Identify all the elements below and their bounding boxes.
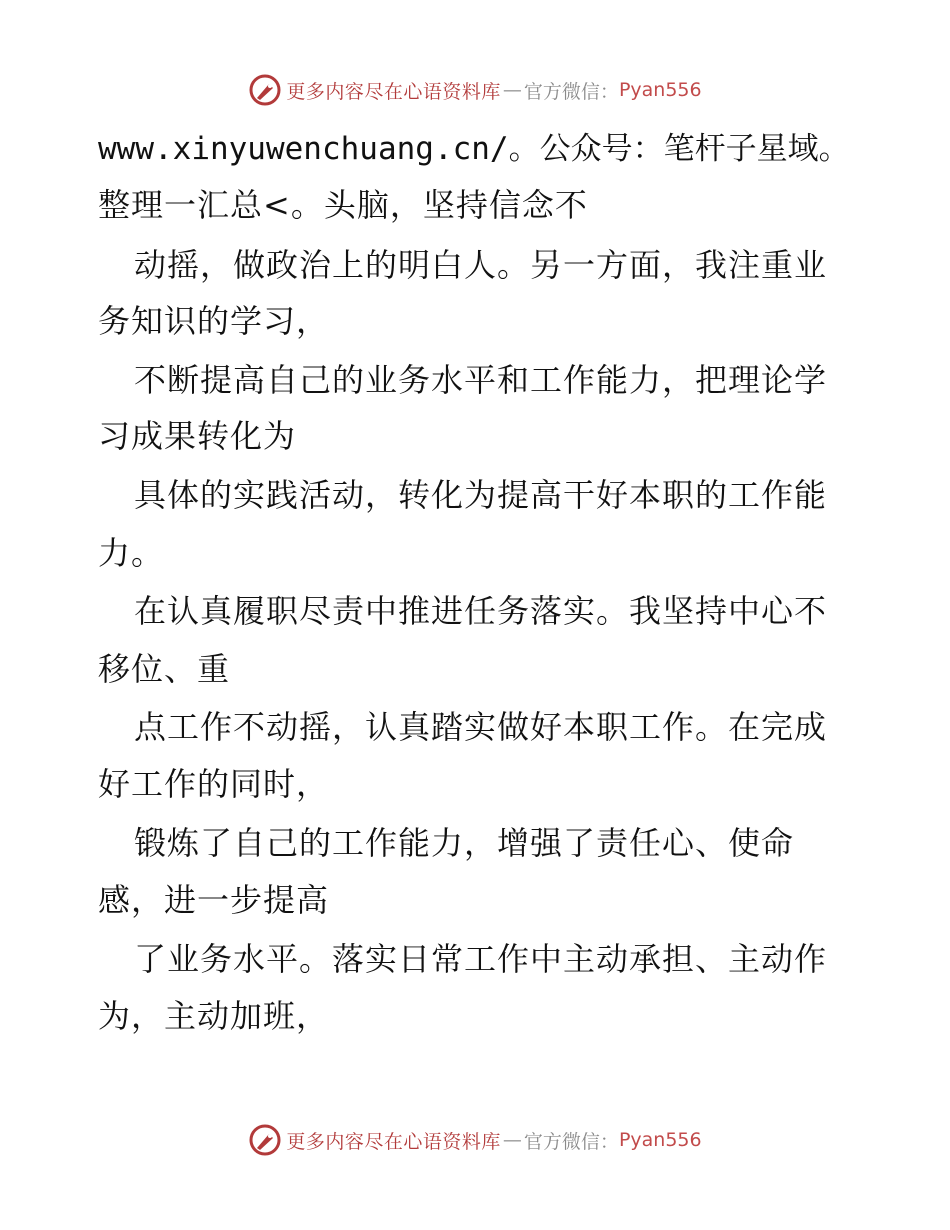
text-line: 锻炼了自己的工作能力，增强了责任心、使命 [134, 824, 795, 862]
banner-text: 更多内容尽在心语资料库 [286, 80, 501, 103]
text-line: 具体的实践活动，转化为提高干好本职的工作能 [134, 476, 828, 514]
text-line: 感，进一步提高 [98, 881, 330, 919]
text-line: 务知识的学习， [98, 302, 330, 340]
text-line: 好工作的同时， [98, 765, 330, 803]
text-line: 力。 [98, 534, 165, 572]
text-line: 在认真履职尽责中推进任务落实。我坚持中心不 [134, 592, 828, 630]
footer-banner [0, 1120, 950, 1160]
header-banner [0, 70, 950, 110]
text-line: 点工作不动摇，认真踏实做好本职工作。在完成 [134, 708, 828, 746]
text-line: 习成果转化为 [98, 417, 297, 455]
banner-wechat-label: 官方微信： [523, 1130, 619, 1153]
text-line: www.xinyuwenchuang.cn/。公众号：笔杆子星域。 [98, 131, 850, 167]
pen-nib-logo-icon [248, 73, 282, 107]
banner-text: 更多内容尽在心语资料库 [286, 1130, 501, 1153]
banner-separator: — [502, 79, 522, 101]
banner-wechat-label: 官方微信： [523, 80, 619, 103]
banner-wechat-id: Pyan556 [618, 79, 702, 101]
text-line: 不断提高自己的业务水平和工作能力，把理论学 [134, 361, 828, 399]
text-line: 了业务水平。落实日常工作中主动承担、主动作 [134, 940, 828, 978]
text-line: 移位、重 [98, 650, 231, 688]
banner-separator: — [502, 1129, 522, 1151]
text-line: 整理一汇总<。头脑，坚持信念不 [98, 186, 588, 224]
text-line: 为，主动加班， [98, 997, 330, 1035]
text-line: 动摇，做政治上的明白人。另一方面，我注重业 [134, 246, 828, 284]
pen-nib-logo-icon [248, 1123, 282, 1157]
banner-wechat-id: Pyan556 [618, 1129, 702, 1151]
